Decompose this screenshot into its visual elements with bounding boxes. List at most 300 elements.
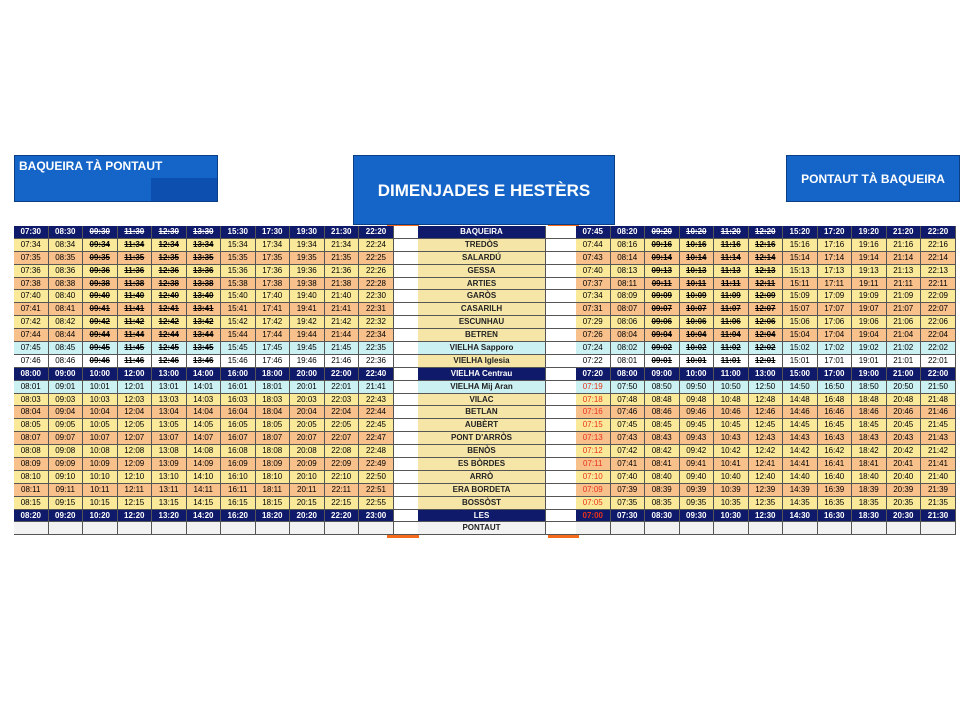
time-cell-right: 19:06 [852, 316, 887, 329]
time-cell-right: 10:41 [714, 458, 749, 471]
time-cell-right: 19:07 [852, 303, 887, 316]
time-cell-left: 17:34 [256, 239, 291, 252]
gap-column [546, 510, 576, 523]
time-cell-right: 12:46 [749, 406, 784, 419]
time-cell-right: 07:00 [576, 510, 611, 523]
time-cell-left: 22:48 [359, 445, 394, 458]
time-cell-right: 21:50 [921, 381, 956, 394]
time-cell-left: 18:11 [256, 484, 291, 497]
time-cell-left: 21:41 [325, 303, 360, 316]
time-cell-left: 17:44 [256, 329, 291, 342]
time-cell-right: 07:10 [576, 471, 611, 484]
time-cell-left: 22:11 [325, 484, 360, 497]
time-cell-right: 08:48 [645, 394, 680, 407]
gap-column [546, 432, 576, 445]
time-cell-right: 08:01 [611, 355, 646, 368]
time-cell-left: 08:38 [49, 278, 84, 291]
time-cell-right: 15:20 [783, 226, 818, 239]
time-cell-left: 22:32 [359, 316, 394, 329]
time-cell-right: 18:45 [852, 419, 887, 432]
time-cell-left: 19:42 [290, 316, 325, 329]
time-cell-right: 19:04 [852, 329, 887, 342]
gap-column [394, 419, 418, 432]
time-cell-left: 09:40 [83, 290, 118, 303]
time-cell-left: 21:30 [325, 226, 360, 239]
time-cell-right: 22:01 [921, 355, 956, 368]
time-cell-right: 21:06 [887, 316, 922, 329]
time-cell-right: 07:05 [576, 497, 611, 510]
time-cell-right: 14:39 [783, 484, 818, 497]
time-cell-left: 13:03 [152, 394, 187, 407]
time-cell-left: 08:35 [49, 252, 84, 265]
time-cell-right: 07:19 [576, 381, 611, 394]
time-cell-right: 10:42 [714, 445, 749, 458]
time-cell-right: 09:02 [645, 342, 680, 355]
time-cell-left: 09:10 [49, 471, 84, 484]
time-cell-right: 07:40 [611, 471, 646, 484]
time-cell-right: 12:02 [749, 342, 784, 355]
time-cell-left: 15:34 [221, 239, 256, 252]
time-cell-left [152, 522, 187, 535]
time-cell-right: 09:48 [680, 394, 715, 407]
table-row [14, 303, 956, 316]
time-cell-right: 11:00 [714, 368, 749, 381]
time-cell-right: 16:41 [818, 458, 853, 471]
time-cell-left: 16:01 [221, 381, 256, 394]
time-cell-right: 09:42 [680, 445, 715, 458]
time-cell-left: 20:15 [290, 497, 325, 510]
time-cell-left: 12:41 [152, 303, 187, 316]
time-cell-left: 16:05 [221, 419, 256, 432]
time-cell-right: 08:41 [645, 458, 680, 471]
time-cell-left [256, 522, 291, 535]
time-cell-left: 20:20 [290, 510, 325, 523]
time-cell-left: 10:07 [83, 432, 118, 445]
header-dimenjades-e-hesters [353, 155, 615, 225]
time-cell-right: 08:02 [611, 342, 646, 355]
time-cell-right: 11:11 [714, 278, 749, 291]
time-cell-left: 12:09 [118, 458, 153, 471]
time-cell-left: 12:07 [118, 432, 153, 445]
time-cell-left: 22:51 [359, 484, 394, 497]
time-cell-left: 17:45 [256, 342, 291, 355]
gap-column [394, 484, 418, 497]
time-cell-left: 22:36 [359, 355, 394, 368]
gap-column [394, 278, 418, 291]
time-cell-left: 10:11 [83, 484, 118, 497]
time-cell-right: 16:39 [818, 484, 853, 497]
stop-name: CASARILH [418, 303, 546, 316]
time-cell-left: 13:05 [152, 419, 187, 432]
time-cell-left: 15:41 [221, 303, 256, 316]
time-cell-right: 08:14 [611, 252, 646, 265]
time-cell-left: 17:40 [256, 290, 291, 303]
time-cell-left: 18:04 [256, 406, 291, 419]
time-cell-right: 15:13 [783, 265, 818, 278]
time-cell-left: 20:08 [290, 445, 325, 458]
time-cell-right: 09:00 [645, 368, 680, 381]
time-cell-right: 17:14 [818, 252, 853, 265]
table-row [14, 342, 956, 355]
time-cell-left: 13:20 [152, 510, 187, 523]
time-cell-right: 21:35 [921, 497, 956, 510]
table-row [14, 239, 956, 252]
time-cell-right: 10:01 [680, 355, 715, 368]
time-cell-left: 20:11 [290, 484, 325, 497]
time-cell-right: 08:13 [611, 265, 646, 278]
time-cell-right: 12:35 [749, 497, 784, 510]
time-cell-left: 08:08 [14, 445, 49, 458]
time-cell-right: 10:46 [714, 406, 749, 419]
time-cell-left: 20:03 [290, 394, 325, 407]
time-cell-right: 08:40 [645, 471, 680, 484]
time-cell-left: 15:35 [221, 252, 256, 265]
gap-column [546, 381, 576, 394]
time-cell-left: 17:30 [256, 226, 291, 239]
time-cell-left: 07:38 [14, 278, 49, 291]
time-cell-right: 20:41 [887, 458, 922, 471]
time-cell-left: 11:46 [118, 355, 153, 368]
stop-name: ESCUNHAU [418, 316, 546, 329]
time-cell-left: 13:38 [187, 278, 222, 291]
gap-column [394, 522, 418, 535]
gap-column [546, 278, 576, 291]
time-cell-left: 07:36 [14, 265, 49, 278]
gap-column [394, 239, 418, 252]
time-cell-left: 08:11 [14, 484, 49, 497]
time-cell-left: 08:01 [14, 381, 49, 394]
time-cell-left: 21:34 [325, 239, 360, 252]
gap-column [546, 355, 576, 368]
time-cell-right: 07:46 [611, 406, 646, 419]
time-cell-left: 22:20 [359, 226, 394, 239]
time-cell-left: 12:34 [152, 239, 187, 252]
time-cell-left: 14:11 [187, 484, 222, 497]
gap-column [546, 497, 576, 510]
time-cell-right: 14:43 [783, 432, 818, 445]
time-cell-left: 12:05 [118, 419, 153, 432]
stop-name: ERA BORDETA [418, 484, 546, 497]
time-cell-left: 19:45 [290, 342, 325, 355]
gap-column [546, 406, 576, 419]
time-cell-right: 15:01 [783, 355, 818, 368]
time-cell-right: 08:42 [645, 445, 680, 458]
time-cell-right: 16:46 [818, 406, 853, 419]
gap-column [546, 419, 576, 432]
time-cell-right: 15:04 [783, 329, 818, 342]
time-cell-right: 12:48 [749, 394, 784, 407]
stop-name: VIELHA Mij Aran [418, 381, 546, 394]
time-cell-right: 15:11 [783, 278, 818, 291]
time-cell-left: 22:35 [359, 342, 394, 355]
time-cell-left [49, 522, 84, 535]
time-cell-right: 21:16 [887, 239, 922, 252]
table-row [14, 355, 956, 368]
table-row [14, 394, 956, 407]
table-row [14, 226, 956, 239]
time-cell-left: 13:11 [152, 484, 187, 497]
time-cell-right: 20:35 [887, 497, 922, 510]
time-cell-left: 09:03 [49, 394, 84, 407]
time-cell-right: 17:07 [818, 303, 853, 316]
time-cell-left: 21:42 [325, 316, 360, 329]
time-cell-left [187, 522, 222, 535]
gap-column [546, 290, 576, 303]
time-cell-right: 08:39 [645, 484, 680, 497]
time-cell-left: 18:01 [256, 381, 291, 394]
time-cell-right: 07:30 [611, 510, 646, 523]
time-cell-right: 10:00 [680, 368, 715, 381]
time-cell-left: 18:00 [256, 368, 291, 381]
time-cell-left: 18:05 [256, 419, 291, 432]
time-cell-left: 11:41 [118, 303, 153, 316]
time-cell-right: 07:44 [576, 239, 611, 252]
time-cell-left: 12:03 [118, 394, 153, 407]
time-cell-left: 12:11 [118, 484, 153, 497]
stop-name: BETLAN [418, 406, 546, 419]
time-cell-right: 10:04 [680, 329, 715, 342]
time-cell-right: 14:46 [783, 406, 818, 419]
time-cell-right: 18:41 [852, 458, 887, 471]
stop-name: AUBÈRT [418, 419, 546, 432]
time-cell-left: 09:44 [83, 329, 118, 342]
table-row [14, 368, 956, 381]
time-cell-left: 14:10 [187, 471, 222, 484]
time-cell-left: 14:04 [187, 406, 222, 419]
header-shade-block [151, 178, 217, 201]
time-cell-left: 10:04 [83, 406, 118, 419]
time-cell-left: 17:35 [256, 252, 291, 265]
time-cell-left: 21:40 [325, 290, 360, 303]
time-cell-right: 09:45 [680, 419, 715, 432]
time-cell-right: 07:15 [576, 419, 611, 432]
time-cell-left: 13:08 [152, 445, 187, 458]
time-cell-left: 20:01 [290, 381, 325, 394]
time-cell-left: 20:07 [290, 432, 325, 445]
time-cell-left: 13:30 [187, 226, 222, 239]
time-cell-right: 22:14 [921, 252, 956, 265]
table-row [14, 406, 956, 419]
center-title: DIMENJADES E HESTÈRS [377, 181, 591, 200]
table-row [14, 458, 956, 471]
time-cell-left: 22:49 [359, 458, 394, 471]
time-cell-left: 13:44 [187, 329, 222, 342]
time-cell-right [818, 522, 853, 535]
gap-column [546, 316, 576, 329]
time-cell-right: 20:39 [887, 484, 922, 497]
time-cell-right: 15:16 [783, 239, 818, 252]
time-cell-left: 22:10 [325, 471, 360, 484]
time-cell-right: 07:29 [576, 316, 611, 329]
time-cell-right: 09:46 [680, 406, 715, 419]
time-cell-right: 19:14 [852, 252, 887, 265]
time-cell-left: 12:00 [118, 368, 153, 381]
time-cell-left: 12:10 [118, 471, 153, 484]
time-cell-right: 18:40 [852, 471, 887, 484]
time-cell-left: 08:41 [49, 303, 84, 316]
time-cell-left: 09:35 [83, 252, 118, 265]
time-cell-right: 07:48 [611, 394, 646, 407]
time-cell-right: 07:16 [576, 406, 611, 419]
time-cell-right: 10:39 [714, 484, 749, 497]
time-cell-left: 16:08 [221, 445, 256, 458]
time-cell-right: 10:20 [680, 226, 715, 239]
time-cell-left: 11:42 [118, 316, 153, 329]
time-cell-right: 10:16 [680, 239, 715, 252]
time-cell-left: 12:15 [118, 497, 153, 510]
time-cell-left: 16:00 [221, 368, 256, 381]
time-cell-right: 17:02 [818, 342, 853, 355]
time-cell-left: 22:08 [325, 445, 360, 458]
time-cell-right: 07:22 [576, 355, 611, 368]
gap-column [394, 252, 418, 265]
time-cell-right: 17:16 [818, 239, 853, 252]
time-cell-left: 12:01 [118, 381, 153, 394]
time-cell-left: 08:05 [14, 419, 49, 432]
time-cell-right: 20:40 [887, 471, 922, 484]
time-cell-right: 16:40 [818, 471, 853, 484]
time-cell-right: 21:04 [887, 329, 922, 342]
time-cell-left: 10:08 [83, 445, 118, 458]
time-cell-left: 08:30 [49, 226, 84, 239]
time-cell-left: 08:40 [49, 290, 84, 303]
time-cell-left: 19:35 [290, 252, 325, 265]
time-cell-right: 07:26 [576, 329, 611, 342]
time-cell-right: 22:02 [921, 342, 956, 355]
gap-column [394, 303, 418, 316]
time-cell-left: 11:30 [118, 226, 153, 239]
stop-name: BOSSÒST [418, 497, 546, 510]
time-cell-left: 19:38 [290, 278, 325, 291]
time-cell-right: 22:13 [921, 265, 956, 278]
time-cell-left: 15:44 [221, 329, 256, 342]
time-cell-right: 19:09 [852, 290, 887, 303]
time-cell-right: 09:41 [680, 458, 715, 471]
time-cell-right: 09:43 [680, 432, 715, 445]
time-cell-right: 09:35 [680, 497, 715, 510]
time-cell-left: 22:43 [359, 394, 394, 407]
stop-name: SALARDÚ [418, 252, 546, 265]
time-cell-right [921, 522, 956, 535]
time-cell-right: 11:04 [714, 329, 749, 342]
time-cell-right: 09:13 [645, 265, 680, 278]
time-cell-right: 15:00 [783, 368, 818, 381]
gap-column [394, 355, 418, 368]
time-cell-right: 21:39 [921, 484, 956, 497]
time-cell-left: 18:08 [256, 445, 291, 458]
time-cell-right: 14:35 [783, 497, 818, 510]
time-cell-right: 12:09 [749, 290, 784, 303]
time-cell-left: 19:41 [290, 303, 325, 316]
time-cell-right: 10:48 [714, 394, 749, 407]
time-cell-right: 21:00 [887, 368, 922, 381]
time-cell-left: 22:40 [359, 368, 394, 381]
stop-name: ARRÒ [418, 471, 546, 484]
gap-column [394, 368, 418, 381]
time-cell-left: 08:45 [49, 342, 84, 355]
time-cell-right: 09:07 [645, 303, 680, 316]
time-cell-left: 18:10 [256, 471, 291, 484]
time-cell-right: 19:00 [852, 368, 887, 381]
time-cell-right: 07:24 [576, 342, 611, 355]
time-cell-right: 07:37 [576, 278, 611, 291]
time-cell-right: 14:50 [783, 381, 818, 394]
time-cell-right [852, 522, 887, 535]
gap-column [394, 226, 418, 239]
time-cell-right: 11:20 [714, 226, 749, 239]
time-cell-left: 15:45 [221, 342, 256, 355]
time-cell-right: 12:04 [749, 329, 784, 342]
time-cell-left: 20:04 [290, 406, 325, 419]
time-cell-left: 07:41 [14, 303, 49, 316]
time-cell-left: 13:01 [152, 381, 187, 394]
time-cell-left: 07:30 [14, 226, 49, 239]
time-cell-left [221, 522, 256, 535]
time-cell-right: 07:39 [611, 484, 646, 497]
time-cell-left: 16:15 [221, 497, 256, 510]
time-cell-right: 07:45 [611, 419, 646, 432]
time-cell-right: 14:30 [783, 510, 818, 523]
time-cell-right: 12:40 [749, 471, 784, 484]
time-cell-right: 16:42 [818, 445, 853, 458]
time-cell-right: 21:40 [921, 471, 956, 484]
time-cell-right: 22:20 [921, 226, 956, 239]
gap-column [546, 522, 576, 535]
time-cell-right: 12:16 [749, 239, 784, 252]
time-cell-left: 10:00 [83, 368, 118, 381]
time-cell-left: 08:36 [49, 265, 84, 278]
time-cell-right: 07:12 [576, 445, 611, 458]
time-cell-right: 12:13 [749, 265, 784, 278]
time-cell-right: 18:39 [852, 484, 887, 497]
time-cell-right: 10:43 [714, 432, 749, 445]
time-cell-left: 22:44 [359, 406, 394, 419]
gap-column [546, 471, 576, 484]
time-cell-left: 10:01 [83, 381, 118, 394]
time-cell-right: 22:07 [921, 303, 956, 316]
time-cell-right: 08:45 [645, 419, 680, 432]
time-cell-left: 16:09 [221, 458, 256, 471]
time-cell-right: 07:42 [611, 445, 646, 458]
time-cell-left: 16:03 [221, 394, 256, 407]
time-cell-right: 17:00 [818, 368, 853, 381]
time-cell-left: 14:20 [187, 510, 222, 523]
gap-column [546, 329, 576, 342]
table-row [14, 497, 956, 510]
table-row [14, 316, 956, 329]
time-cell-right: 09:40 [680, 471, 715, 484]
time-cell-right: 10:50 [714, 381, 749, 394]
time-cell-left: 10:09 [83, 458, 118, 471]
table-row [14, 419, 956, 432]
time-cell-left: 19:30 [290, 226, 325, 239]
time-cell-left: 22:55 [359, 497, 394, 510]
time-cell-left: 18:03 [256, 394, 291, 407]
time-cell-right: 15:07 [783, 303, 818, 316]
time-cell-right: 12:43 [749, 432, 784, 445]
time-cell-right: 11:09 [714, 290, 749, 303]
time-cell-right: 21:30 [921, 510, 956, 523]
time-cell-left: 09:36 [83, 265, 118, 278]
stop-name: ES BÒRDES [418, 458, 546, 471]
time-cell-left: 15:36 [221, 265, 256, 278]
time-cell-right: 10:30 [714, 510, 749, 523]
time-cell-left: 15:46 [221, 355, 256, 368]
time-cell-right: 18:30 [852, 510, 887, 523]
time-cell-right: 21:07 [887, 303, 922, 316]
table-row [14, 471, 956, 484]
table-row [14, 329, 956, 342]
